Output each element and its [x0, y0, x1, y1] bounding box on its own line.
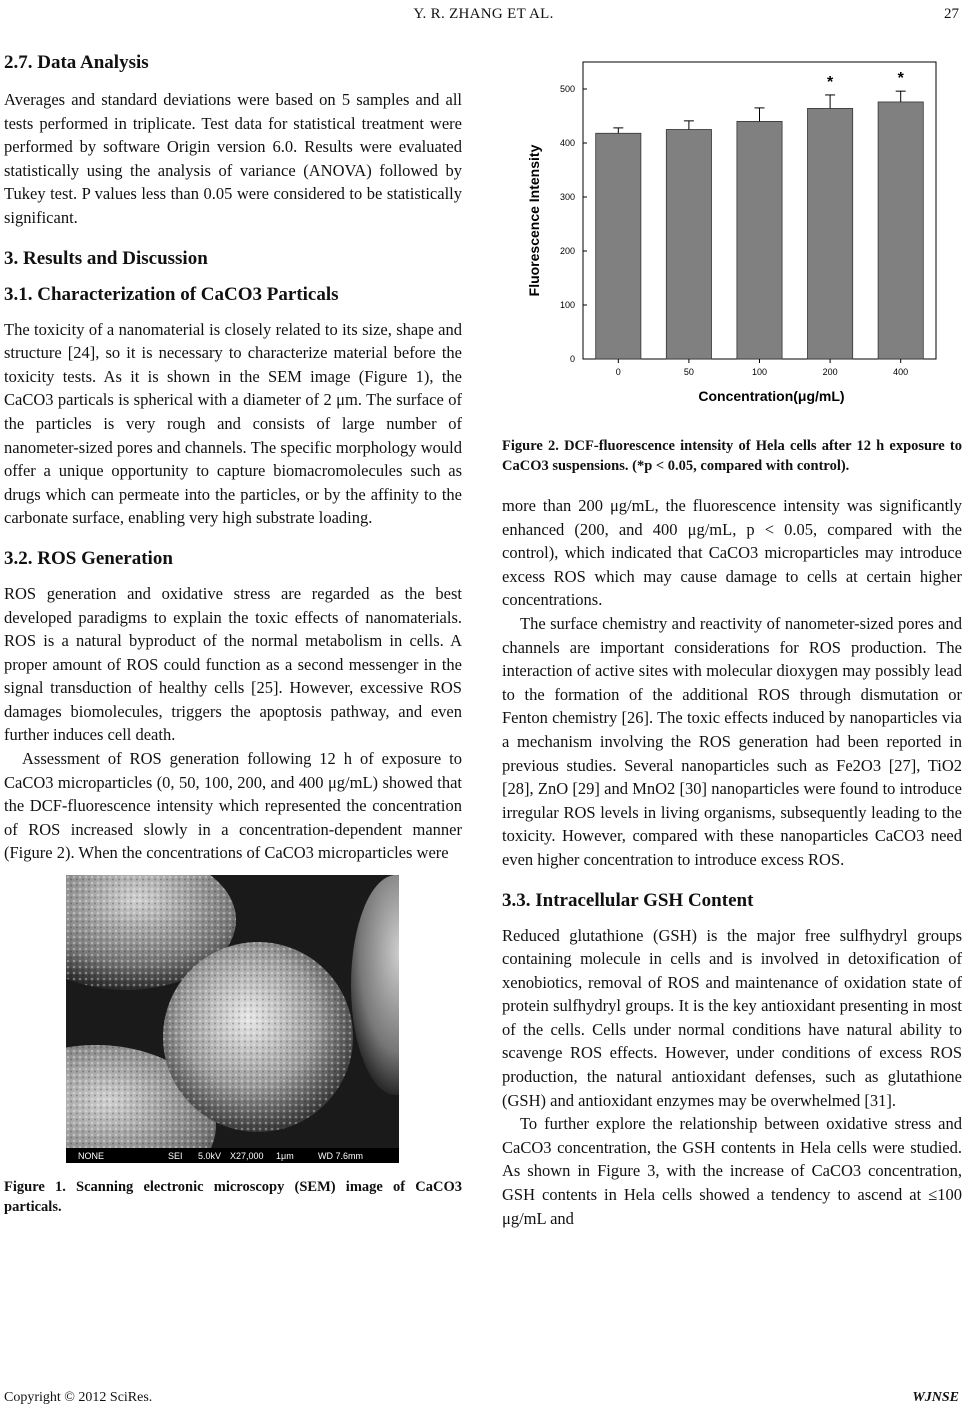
significance-marker: *: [897, 70, 904, 88]
sem-image: [66, 875, 399, 1163]
paragraph: Averages and standard deviations were based on 5 samples and all tests performed in triplicate. Test data for statistical treatment were performed by software Origin version 6.0. Results were evaluated statistically using the analysis of variance (ANOVA) followed by Tukey test. P values less than 0.05 were considered to be statistically significant.: [4, 90, 462, 227]
sem-info-detector: NONE: [78, 1150, 105, 1161]
sem-info-mode: SEI: [168, 1150, 183, 1161]
y-tick-label: 200: [559, 246, 575, 256]
bar: [808, 108, 853, 359]
paragraph: Reduced glutathione (GSH) is the major free sulfhydryl groups containing molecule in cells and is involved in detoxification of xenobiotics, removal of ROS and maintenance of oxidation state of protein sulfhydryl groups. It is the key antioxidant presenting in most of the cells. Cells under normal conditions have natural ability to scavenge ROS effects. However, under conditions of excess ROS production, the natural antioxidant defenses, such as glutathione (GSH) and antioxidant enzymes may be overwhelmed [31].: [502, 925, 962, 1110]
figure-2-chart: [502, 52, 962, 422]
y-tick-label: 400: [559, 138, 575, 148]
left-column: [4, 52, 462, 1235]
copyright: Copyright © 2012 SciRes.: [4, 1390, 153, 1405]
sem-info-working-distance: WD 7.6mm: [318, 1150, 363, 1161]
sem-info-bar: [66, 1148, 399, 1163]
y-tick-label: 0: [569, 354, 575, 364]
x-tick-label: 50: [683, 367, 694, 377]
sem-info-voltage: 5.0kV: [198, 1150, 222, 1161]
sem-info-scale: 1μm: [276, 1150, 294, 1161]
section-heading: 3.2. ROS Generation: [4, 547, 173, 569]
section-heading: 2.7. Data Analysis: [4, 52, 149, 73]
paragraph: The surface chemistry and reactivity of nanometer-sized pores and channels are important considerations for ROS production. The interaction of active sites with molecular dioxygen may possibly lead to the formation of the additional ROS through dismutation or Fenton chemistry [26]. The toxic effects induced by nanoparticles via a mechanism involving the ROS generation had been reported in previous studies. Several nanoparticles such as Fe2O3 [27], TiO2 [28], ZnO [29] and MnO2 [30] nanoparticles were found to introduce irregular ROS levels in living organisms, subsequently leading to the toxicity. However, compared with these nanoparticles CaCO3 need even higher concentration to introduce excess ROS.: [502, 613, 962, 869]
significance-marker: *: [826, 73, 834, 91]
x-tick-label: 100: [751, 367, 768, 377]
page-number: 27: [944, 6, 959, 22]
paragraph: ROS generation and oxidative stress are regarded as the best developed paradigms to explain the toxic effects of nanomaterials. ROS is a natural byproduct of the normal metabolism in cells. A proper amount of ROS could function as a second messenger in the signal transduction of healthy cells [25]. However, excessive ROS damages biomolecules, triggers the apoptosis pathway, and even further induces cell death.: [4, 583, 462, 745]
x-axis-label: Concentration(μg/mL): [698, 388, 845, 404]
page-header: [0, 6, 967, 26]
paragraph: The toxicity of a nanomaterial is closely related to its size, shape and structure [24], so it is necessary to characterize material before the toxicity tests. As it is shown in the SEM image (Figure 1), the CaCO3 particals is spherical with a diameter of 2 μm. The surface of the particles is very rough and consists of large number of nanometer-sized pores and channels. The specific morphology would offer a unique opportunity to capture biomacromolecules such as drugs which can permeate into the particles, or by the affinity to the carbonate surface, enabling very high substrate loading.: [4, 319, 462, 528]
x-tick-label: 0: [615, 367, 621, 377]
bar-chart: [502, 52, 962, 422]
x-tick-label: 400: [893, 367, 909, 377]
section-heading: 3.1. Characterization of CaCO3 Particals: [4, 283, 339, 305]
figure-1-caption: Figure 1. Scanning electronic microscopy (SEM) image of CaCO3 particals.: [4, 1179, 462, 1216]
sem-info-magnification: X27,000: [230, 1150, 264, 1161]
y-tick-label: 100: [559, 300, 575, 310]
figure-2-caption: Figure 2. DCF-fluorescence intensity of Hela cells after 12 h exposure to CaCO3 suspensions. (*p < 0.05, compared with control).: [502, 438, 962, 474]
journal-name: WJNSE: [912, 1390, 959, 1405]
bar: [596, 133, 641, 359]
section-heading: 3. Results and Discussion: [4, 247, 208, 269]
paragraph: Assessment of ROS generation following 12 h of exposure to CaCO3 microparticles (0, 50, 100, 200, and 400 μg/mL) showed that the DCF-fluorescence intensity which represented the concentration of ROS increased slowly in a concentration-dependent manner (Figure 2). When the concentrations of CaCO3 microparticles were: [4, 749, 462, 863]
bar: [666, 130, 711, 360]
y-tick-label: 500: [559, 84, 575, 94]
y-axis-label: Fluorescence Intensity: [526, 144, 542, 297]
section-heading: 3.3. Intracellular GSH Content: [502, 889, 754, 911]
paragraph: more than 200 μg/mL, the fluorescence intensity was significantly enhanced (200, and 400 μg/mL, p < 0.05, compared with the control), which indicated that CaCO3 microparticles may introduce excess ROS which may cause damage to cells at certain higher concentrations.: [502, 496, 962, 610]
running-title: Y. R. ZHANG ET AL.: [413, 6, 554, 22]
bar: [878, 102, 923, 359]
x-tick-label: 200: [822, 367, 838, 377]
y-tick-label: 300: [559, 192, 575, 202]
right-column: [502, 52, 962, 1230]
paragraph: To further explore the relationship between oxidative stress and CaCO3 concentration, the GSH contents in Hela cells were studied. As shown in Figure 3, with the increase of CaCO3 concentration, GSH contents in Hela cells showed a tendency to ascend at ≤100 μg/mL and: [502, 1114, 962, 1228]
bar: [737, 121, 782, 359]
